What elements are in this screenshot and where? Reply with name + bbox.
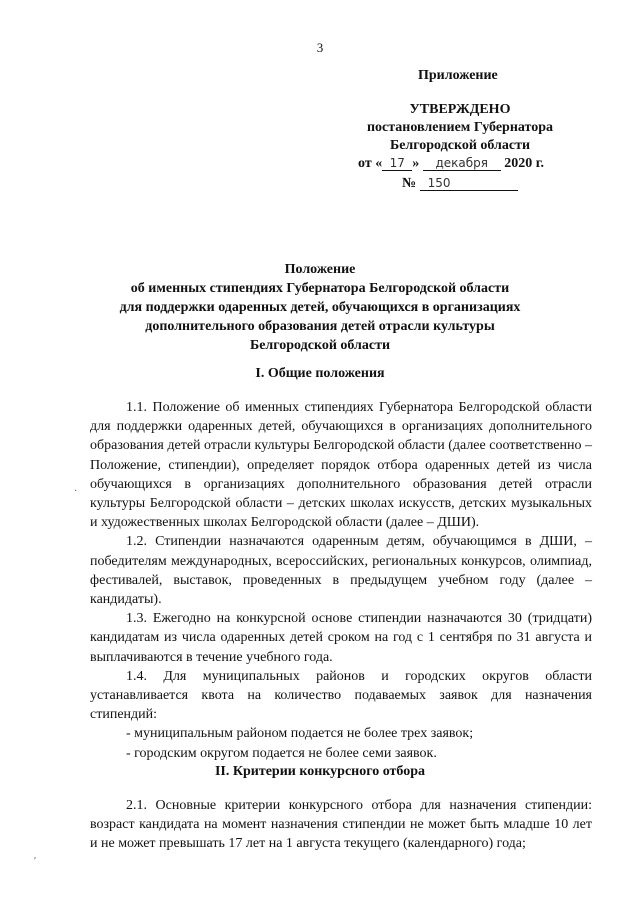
approval-line-1: постановлением Губернатора <box>366 120 554 135</box>
number-label: № <box>402 176 417 191</box>
list-item: - городским округом подается не более семи заявок. <box>126 745 437 761</box>
paragraph-1-2: 1.2. Стипендии назначаются одаренным детям, обучающимся в ДШИ, – победителям международных, всероссийских, региональных конкурсов, олимпиад, фестивалей, выставок, проведенных в предыдущем учебном году (далее – кандидаты). <box>90 534 592 608</box>
appendix-label: Приложение <box>418 68 498 83</box>
date-mid: » <box>412 156 420 171</box>
list-item: - муниципальным районом подается не более трех заявок; <box>126 726 474 742</box>
approval-line-2: Белгородской области <box>389 138 531 153</box>
paragraph-1-1: 1.1. Положение об именных стипендиях Губернатора Белгородской области для поддержки одаренных детей, обучающихся в организациях дополнительного образования детей отрасли культуры Белгородской области (далее соответственно – Положение, стипендии), определяет порядок отбора одаренных детей из числа обучающихся в организациях дополнительного образования детей отрасли культуры Белгородской области – детских школах искусств, детских музыкальных и художественных школах Белгородской области (далее – ДШИ). <box>90 400 592 531</box>
section-2-heading: II. Критерии конкурсного отбора <box>214 764 426 779</box>
document-title <box>80 260 560 355</box>
approval-number <box>402 176 518 192</box>
paragraph-1-3: 1.3. Ежегодно на конкурсной основе стипендии назначаются 30 (тридцати) кандидатам из числа одаренных детей сроком на год с 1 сентября по 31 августа и выплачиваются в течение учебного года. <box>90 611 592 665</box>
section-1-body <box>90 398 592 763</box>
title-line: Положение <box>284 262 356 277</box>
date-day: 17 <box>382 156 412 171</box>
scan-speck: ′ <box>34 856 37 867</box>
paragraph-2-1: 2.1. Основные критерии конкурсного отбора для назначения стипендии: возраст кандидата на момент назначения стипендии не может быть младше 10 лет и не может превышать 17 лет на 1 августа текущего (календарного) года; <box>90 798 592 852</box>
title-line: Белгородской области <box>249 338 391 353</box>
paragraph-1-4: 1.4. Для муниципальных районов и городских округов области устанавливается квота на количество подаваемых заявок для назначения стипендий: <box>90 668 592 723</box>
scan-speck: · <box>74 486 78 497</box>
approved-label: УТВЕРЖДЕНО <box>409 102 511 117</box>
section-2-body <box>90 796 592 854</box>
title-line: об именных стипендиях Губернатора Белгородской области <box>130 281 510 296</box>
title-line: дополнительного образования детей отрасли культуры <box>145 319 495 334</box>
title-line: для поддержки одаренных детей, обучающихся в организациях <box>119 300 521 315</box>
page-number: 3 <box>316 40 324 55</box>
date-month: декабря <box>423 156 501 171</box>
section-1-heading: I. Общие положения <box>255 366 385 381</box>
approval-date <box>358 156 544 172</box>
date-year: 2020 г. <box>504 156 544 171</box>
date-prefix: от « <box>358 156 383 171</box>
number-value: 150 <box>420 176 518 191</box>
